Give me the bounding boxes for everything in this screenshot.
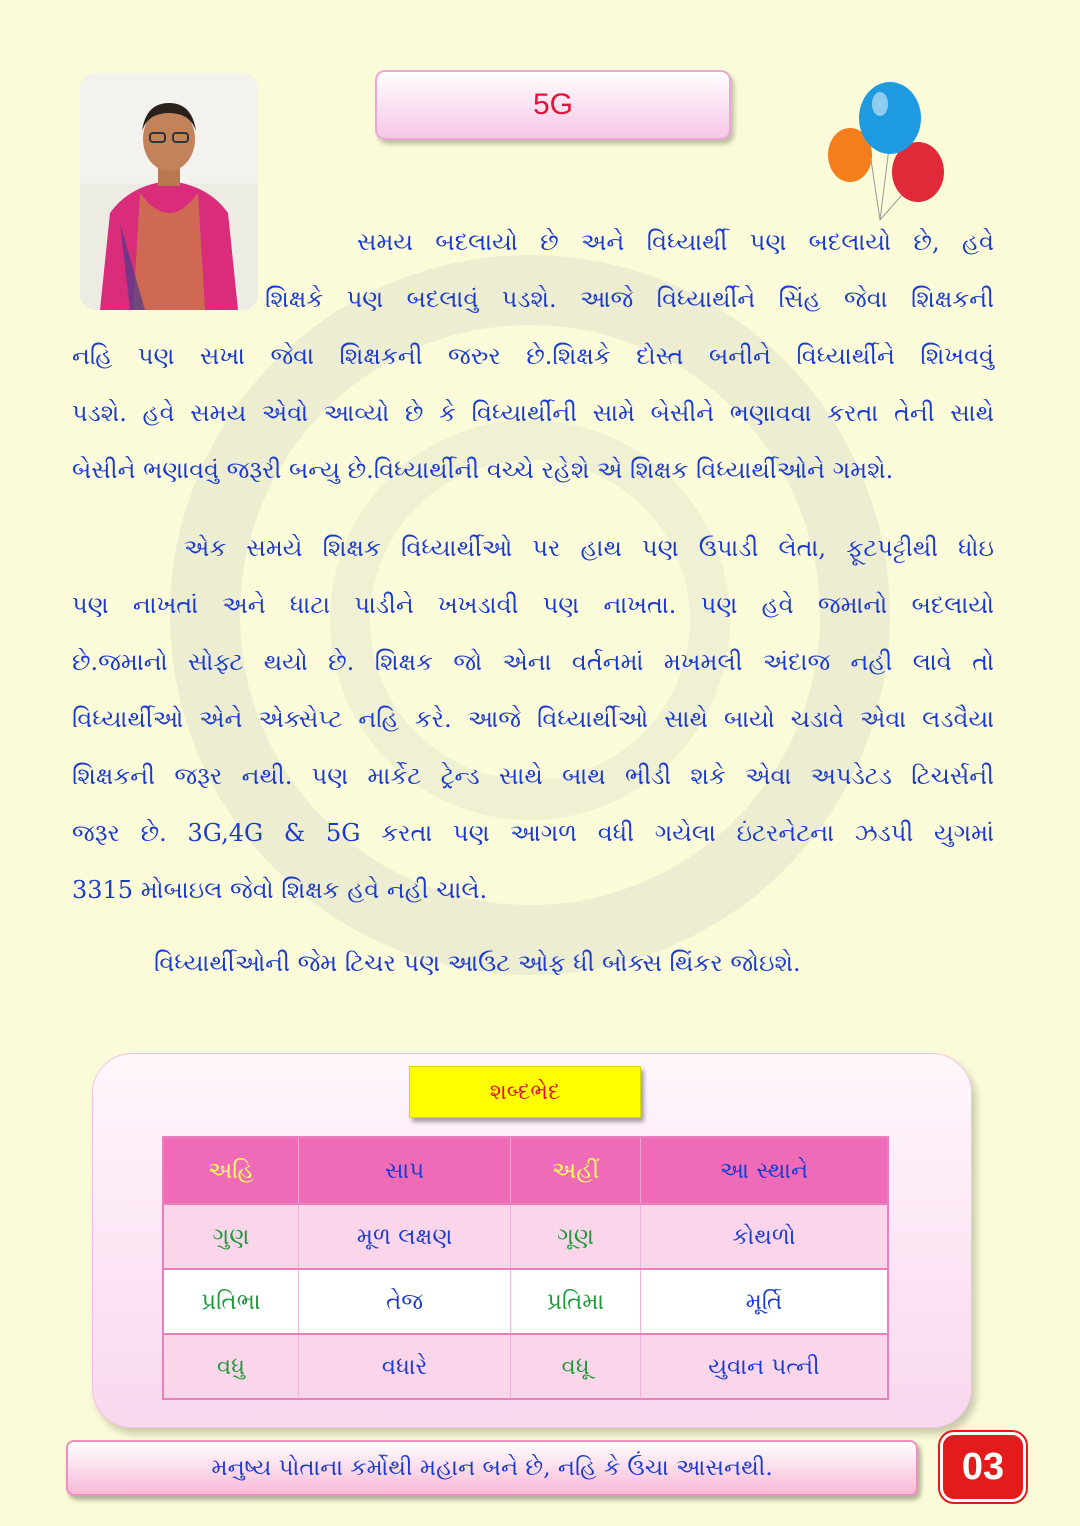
paragraph-3 bbox=[72, 935, 994, 992]
page-number-badge: 03 bbox=[940, 1432, 1026, 1502]
table-cell: વધૂ bbox=[511, 1334, 641, 1399]
shabdabhed-title: શબ્દભેદ bbox=[409, 1066, 641, 1118]
table-row bbox=[163, 1269, 888, 1334]
balloons-icon bbox=[820, 80, 950, 230]
table-row bbox=[163, 1204, 888, 1269]
table-header-row bbox=[163, 1137, 888, 1204]
table-header-cell: અહીં bbox=[511, 1137, 641, 1204]
paragraph-2-line-7: 3315 મોબાઇલ જેવો શિક્ષક હવે નહી ચાલે. bbox=[72, 876, 488, 904]
table-header-cell: સાપ bbox=[298, 1137, 510, 1204]
shabdabhed-table bbox=[162, 1136, 889, 1400]
table-cell: વધારે bbox=[298, 1334, 510, 1399]
table-header-cell: આ સ્થાને bbox=[640, 1137, 888, 1204]
table-cell: મૂર્તિ bbox=[640, 1269, 888, 1334]
table-cell: વધુ bbox=[163, 1334, 298, 1399]
table-cell: પ્રતિમા bbox=[511, 1269, 641, 1334]
table-cell: કોથળો bbox=[640, 1204, 888, 1269]
paragraph-3-line-1: વિધ્યાર્થીઓની જેમ ટિચર પણ આઉટ ઓફ ધી બોક્સ થિંકર જોઇશે. bbox=[154, 949, 801, 977]
page-title: 5G bbox=[375, 70, 731, 140]
paragraph-2 bbox=[72, 520, 994, 919]
paragraph-1-line-2: શિક્ષકે પણ બદલાવું પડશે. આજે વિધ્યાર્થીને સિંહ જેવા શિક્ષકની bbox=[265, 285, 994, 313]
paragraph-2-line-6: જરૂર છે. 3G,4G & 5G કરતા પણ આગળ વધી ગયેલા ઇંટરનેટના ઝડપી યુગમાં bbox=[72, 819, 994, 847]
table-cell: પ્રતિભા bbox=[163, 1269, 298, 1334]
paragraph-1 bbox=[72, 214, 994, 499]
table-cell: યુવાન પત્ની bbox=[640, 1334, 888, 1399]
table-cell: તેજ bbox=[298, 1269, 510, 1334]
paragraph-2-line-1: એક સમયે શિક્ષક વિધ્યાર્થીઓ પર હાથ પણ ઉપાડી લેતા, ફૂટપટ્ટીથી ધોઇ bbox=[184, 534, 994, 562]
table-cell: ગૂણ bbox=[511, 1204, 641, 1269]
table-header-cell: અહિ bbox=[163, 1137, 298, 1204]
table-cell: મૂળ લક્ષણ bbox=[298, 1204, 510, 1269]
paragraph-2-line-3: છે.જમાનો સોફ્ટ થયો છે. શિક્ષક જો એના વર્તનમાં મખમલી અંદાજ નહી લાવે તો bbox=[72, 648, 994, 676]
paragraph-1-line-4: પડશે. હવે સમય એવો આવ્યો છે કે વિધ્યાર્થીની સામે બેસીને ભણાવવા કરતા તેની સાથે bbox=[72, 399, 994, 427]
table-row bbox=[163, 1334, 888, 1399]
paragraph-1-line-3: નહિ પણ સખા જેવા શિક્ષકની જરુર છે.શિક્ષકે દોસ્ત બનીને વિધ્યાર્થીને શિખવવું bbox=[72, 342, 994, 370]
paragraph-2-line-5: શિક્ષકની જરૂર નથી. પણ માર્કેટ ટ્રેન્ડ સાથે બાથ ભીડી શકે એવા અપડેટડ ટિચર્સની bbox=[72, 762, 994, 790]
paragraph-1-line-5: બેસીને ભણાવવું જરૂરી બન્યુ છે.વિધ્યાર્થીની વચ્ચે રહેશે એ શિક્ષક વિધ્યાર્થીઓને ગમશે. bbox=[72, 456, 894, 484]
paragraph-1-line-1: સમય બદલાયો છે અને વિધ્યાર્થી પણ બદલાયો છે, હવે bbox=[357, 228, 994, 256]
paragraph-2-line-2: પણ નાખતાં અને ધાટા પાડીને ખખડાવી પણ નાખતા. પણ હવે જમાનો બદલાયો bbox=[72, 591, 994, 619]
table-cell: ગુણ bbox=[163, 1204, 298, 1269]
paragraph-2-line-4: વિધ્યાર્થીઓ એને એક્સેપ્ટ નહિ કરે. આજે વિધ્યાર્થીઓ સાથે બાયો ચડાવે એવા લડવૈયા bbox=[72, 705, 994, 733]
footer-quote: મનુષ્ય પોતાના કર્મોથી મહાન બને છે, નહિ કે ઉંચા આસનથી. bbox=[66, 1440, 918, 1496]
